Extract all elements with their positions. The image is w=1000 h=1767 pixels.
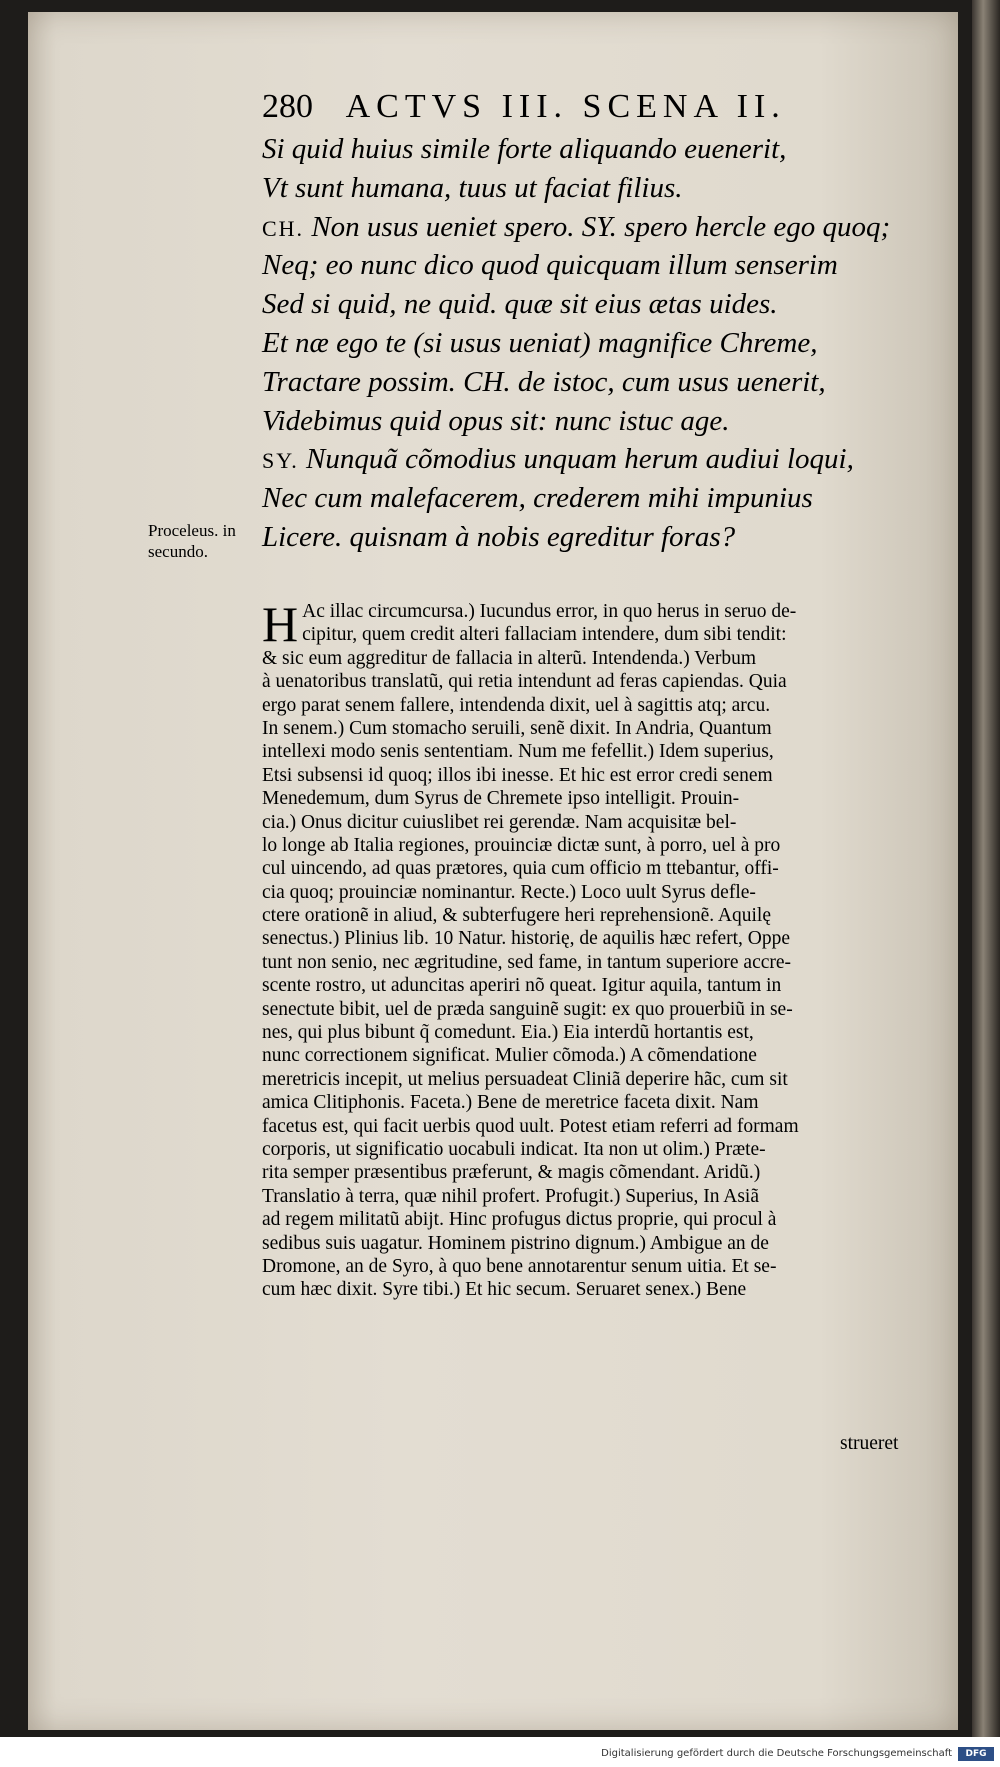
verse-line	[262, 246, 922, 285]
commentary-line: meretricis incepit, ut melius persuadeat Cliniã deperire hãc, cum sit	[262, 1068, 788, 1090]
verse-line	[262, 402, 922, 441]
commentary-line: nes, qui plus bibunt q̃ comedunt. Eia.) Eia interdũ hortantis est,	[262, 1022, 754, 1044]
commentary-line: senectute bibit, uel de præda sanguinẽ sugit: ex quo prouerbiũ in se-	[262, 998, 793, 1020]
verse-line	[262, 208, 922, 247]
speaker-label: CH.	[262, 215, 305, 241]
verse-text: Si quid huius simile forte aliquando euenerit,	[262, 133, 787, 165]
commentary-line: scente rostro, ut aduncitas aperiri nõ queat. Igitur aquila, tantum in	[262, 975, 782, 997]
verse-text: Sed si quid, ne quid. quæ sit eius ætas uides.	[262, 288, 778, 321]
commentary-line: tunt non senio, nec ægritudine, sed fame, in tantum superiore accre-	[262, 951, 792, 973]
commentary-line: cia.) Onus dicitur cuiuslibet rei gerendæ. Nam acquisitæ bel-	[262, 811, 737, 833]
catchword: strueret	[840, 1433, 899, 1454]
commentary-line: ctere orationẽ in aliud, & subterfugere heri reprehensionẽ. Aquilę	[262, 905, 771, 927]
commentary-line: facetus est, qui facit uerbis quod uult. Potest etiam referri ad formam	[262, 1115, 799, 1137]
verse-text: Et næ ego te (si usus ueniat) magnifice Chreme,	[262, 326, 818, 359]
commentary-line: amica Clitiphonis. Faceta.) Bene de meretrice faceta dixit. Nam	[262, 1092, 759, 1114]
commentary-block	[262, 596, 930, 1302]
verse-line	[262, 130, 922, 169]
book-edge	[972, 0, 1000, 1738]
commentary-line: cum hæc dixit. Syre tibi.) Et hic secum. Seruaret senex.) Bene	[262, 1279, 747, 1301]
margin-note	[148, 520, 258, 562]
verse-text: Vt sunt humana, tuus ut faciat filius.	[262, 171, 683, 204]
commentary-line: & sic eum aggreditur de fallacia in alterũ. Intendenda.) Verbum	[262, 647, 756, 669]
footer-strip	[0, 1737, 1000, 1767]
verse-text: Nec cum malefacerem, crederem mihi impunius	[262, 482, 813, 515]
commentary-line: cipitur, quem credit alteri fallaciam intendere, dum sibi tendit:	[302, 624, 787, 646]
page-header	[262, 88, 902, 126]
dfg-logo: DFG	[958, 1747, 994, 1761]
verse-line	[262, 169, 922, 208]
commentary-line: nunc correctionem significat. Mulier cõmoda.) A cõmendatione	[262, 1045, 757, 1067]
footer-credit: Digitalisierung gefördert durch die Deutsche Forschungsgemeinschaft	[601, 1748, 952, 1759]
verse-line	[262, 324, 922, 363]
verse-text: Non usus ueniet spero. SY. spero hercle ego quoq;	[311, 210, 891, 243]
commentary-line: intellexi modo senis sententiam. Num me fefellit.) Idem superius,	[262, 741, 774, 763]
page-number: 280	[262, 88, 313, 125]
commentary-line: à uenatoribus translatũ, qui retia intendunt ad feras capiendas. Quia	[262, 671, 787, 693]
verse-line	[262, 285, 922, 324]
margin-note-line: secundo.	[148, 542, 208, 561]
commentary-line: Ac illac circumcursa.) Iucundus error, in quo herus in seruo de-	[302, 601, 797, 622]
verse-text: Licere. quisnam à nobis egreditur foras?	[262, 520, 736, 553]
verse-text: Tractare possim. CH. de istoc, cum usus uenerit,	[262, 365, 826, 398]
drop-capital: H	[262, 596, 299, 652]
commentary-line: Menedemum, dum Syrus de Chremete ipso intelligit. Prouin-	[262, 788, 740, 810]
commentary-line: lo longe ab Italia regiones, prouinciæ dictæ sunt, à porro, uel à pro	[262, 834, 781, 856]
commentary-line: ergo parat senem fallere, intendenda dixit, uel à sagittis atq; arcu.	[262, 694, 771, 716]
margin-note-line: Proceleus. in	[148, 521, 236, 540]
commentary-line: Etsi subsensi id quoq; illos ibi inesse. Et hic est error credi senem	[262, 764, 773, 786]
verse-line	[262, 518, 922, 557]
commentary-line: rita semper præsentibus præferunt, & magis cõmendant. Aridũ.)	[262, 1162, 761, 1184]
verse-text: Neq; eo nunc dico quod quicquam illum senserim	[262, 249, 838, 282]
commentary-line: senectus.) Plinius lib. 10 Natur. historię, de aquilis hæc refert, Oppe	[262, 928, 791, 950]
commentary-line: Translatio à terra, quæ nihil profert. Profugit.) Superius, In Asiã	[262, 1185, 760, 1207]
speaker-label: SY.	[262, 448, 299, 474]
commentary-line: In senem.) Cum stomacho seruili, senẽ dixit. In Andria, Quantum	[262, 717, 772, 739]
commentary-line: sedibus suis uagatur. Hominem pistrino dignum.) Ambigue an de	[262, 1232, 769, 1254]
running-title: ACTVS III. SCENA II.	[345, 88, 786, 125]
verse-line	[262, 440, 922, 479]
verse-text: Nunquã cõmodius unquam herum audiui loqui,	[306, 443, 854, 476]
verse-line	[262, 363, 922, 402]
commentary-line: cul uincendo, ad quas prætores, quia cum officio m ttebantur, offi-	[262, 858, 779, 880]
verse-block	[262, 130, 922, 557]
commentary-line: Dromone, an de Syro, à quo bene annotarentur senum uitia. Et se-	[262, 1255, 777, 1277]
commentary-line: cia quoq; prouinciæ nominantur. Recte.) Loco uult Syrus defle-	[262, 881, 756, 903]
verse-line	[262, 479, 922, 518]
commentary-line: corporis, ut significatio uocabuli indicat. Ita non ut olim.) Præte-	[262, 1138, 766, 1160]
verse-text: Videbimus quid opus sit: nunc istuc age.	[262, 404, 730, 437]
commentary-line: ad regem militatũ abijt. Hinc profugus dictus proprie, qui procul à	[262, 1209, 777, 1231]
